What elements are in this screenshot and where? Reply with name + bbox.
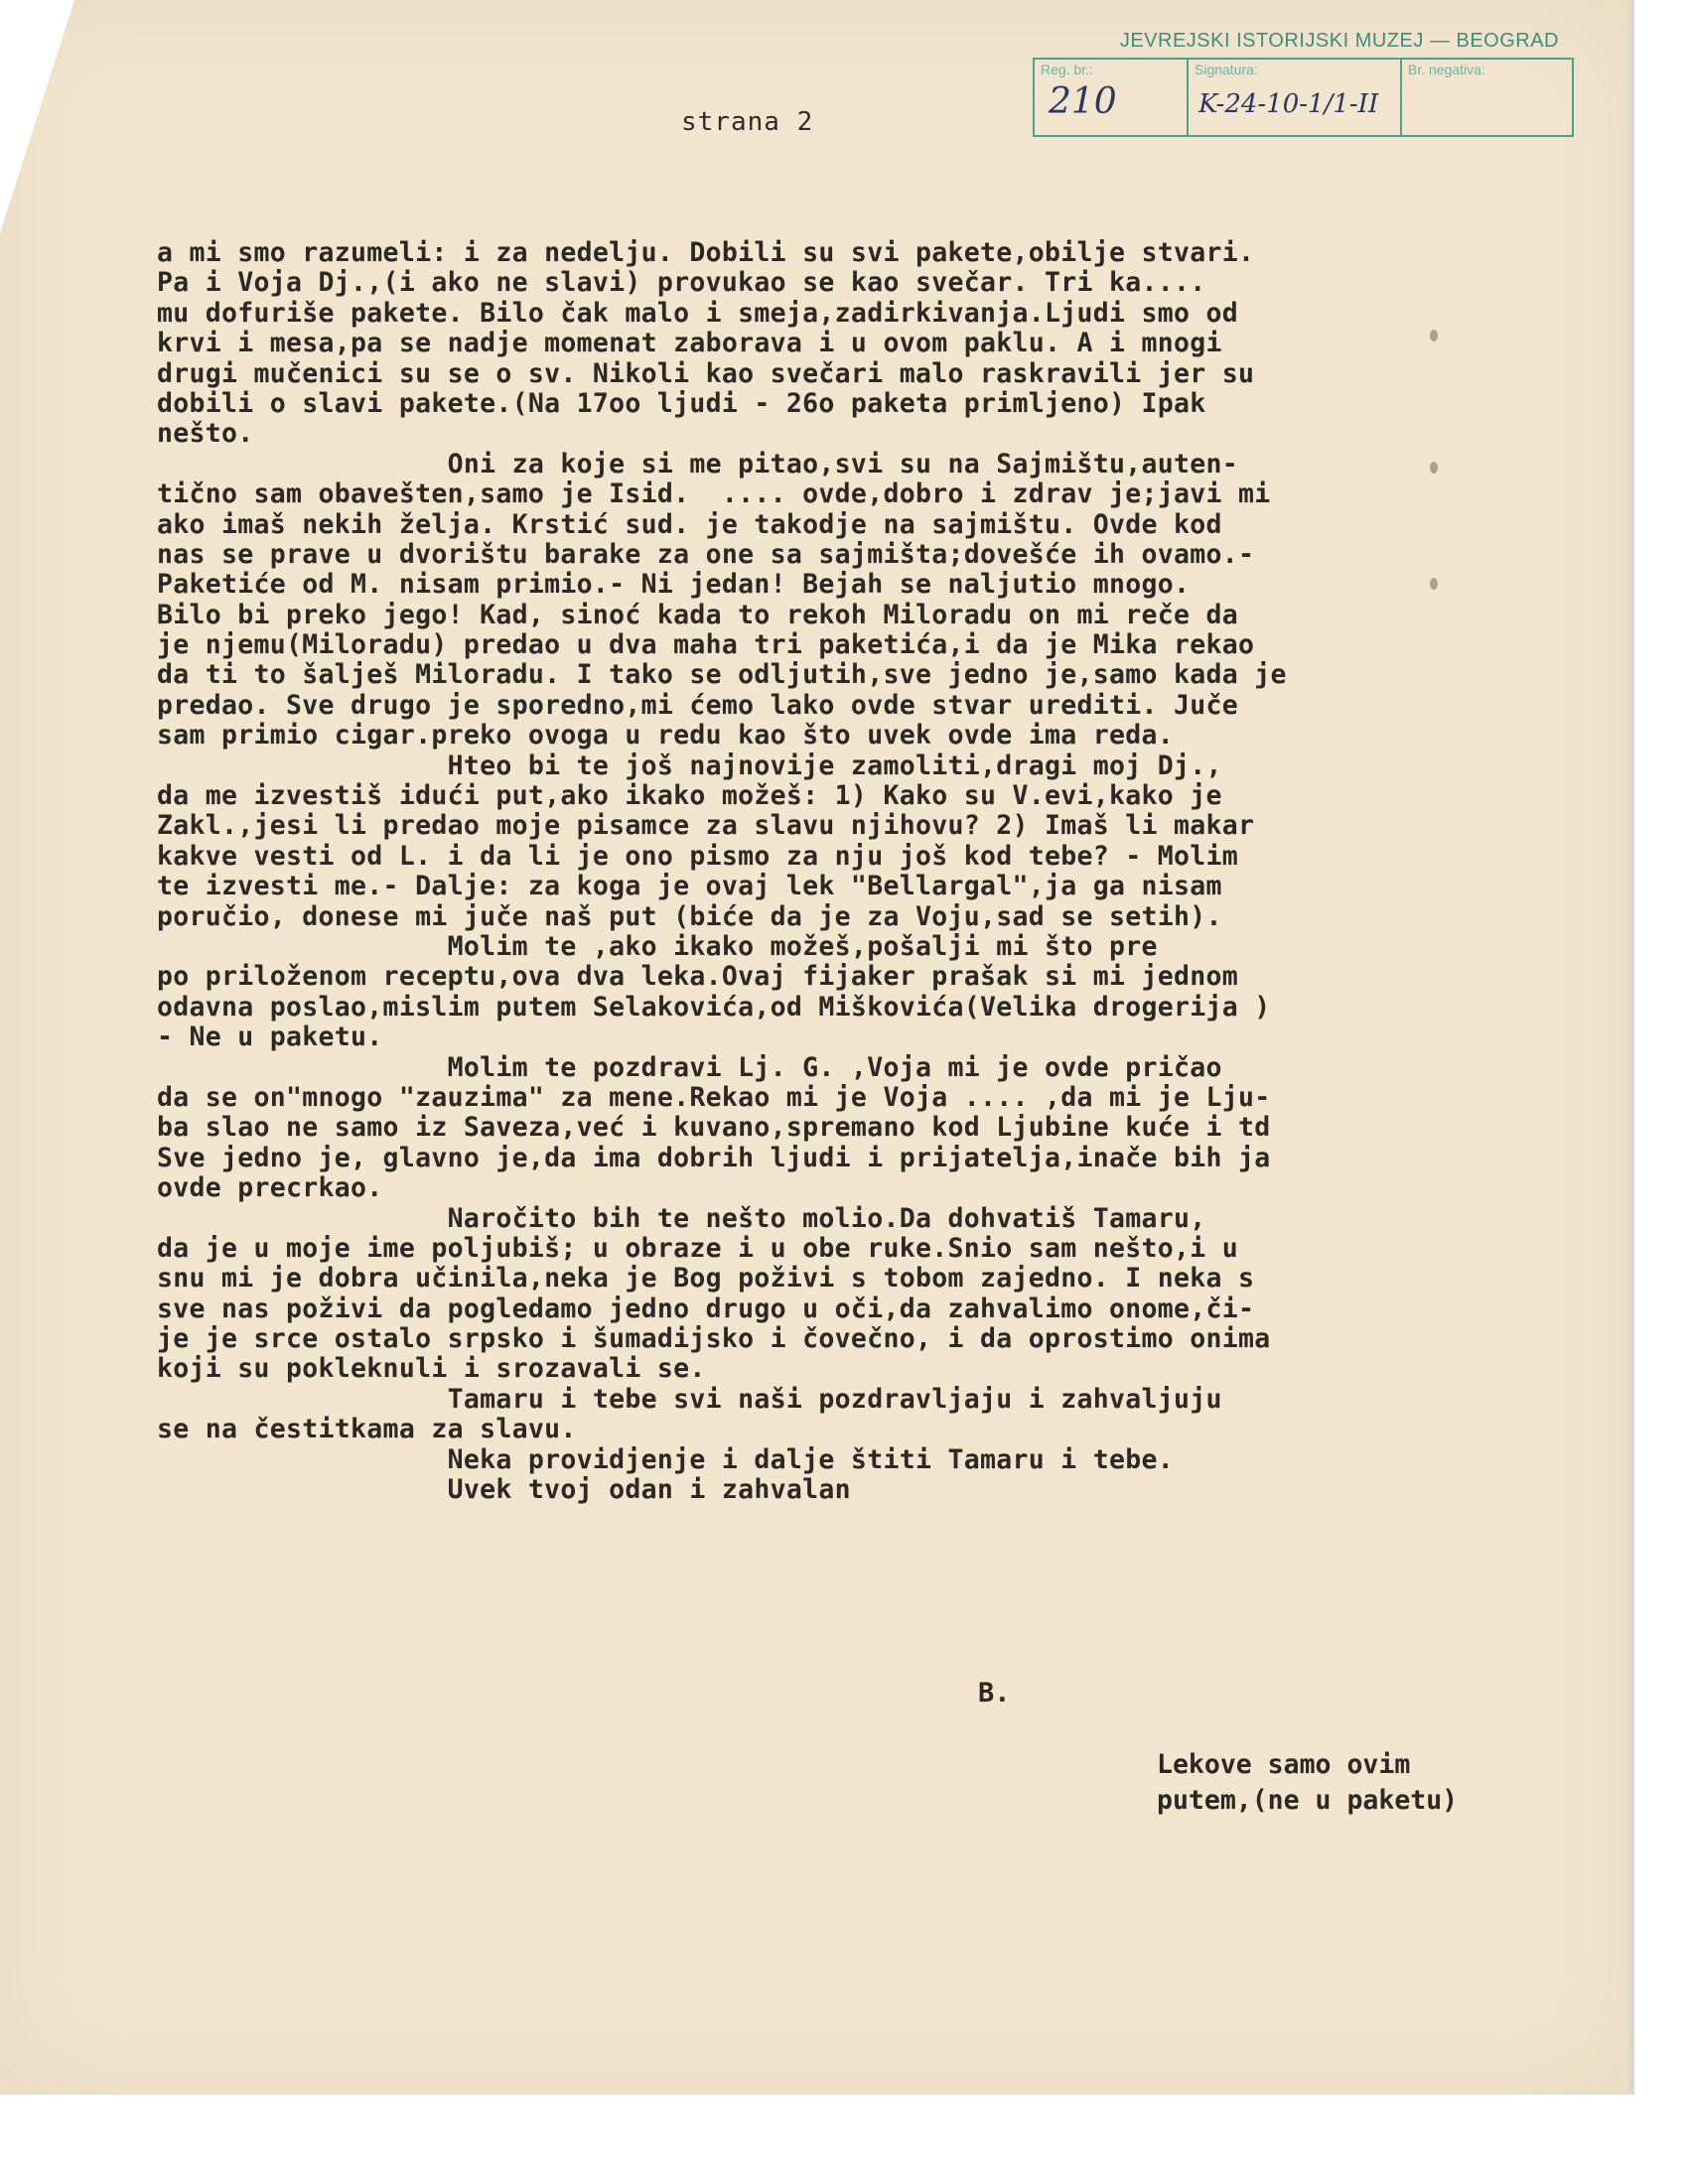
letter-line: te izvesti me.- Dalje: za koga je ovaj lek "Bellargal",ja ga nisam [157, 871, 1222, 902]
letter-line: Uvek tvoj odan i zahvalan [157, 1474, 851, 1506]
letter-line: koji su pokleknuli i srozavali se. [157, 1353, 706, 1385]
punch-hole-mark [1430, 578, 1438, 590]
letter-line: Sve jedno je, glavno je,da ima dobrih ljudi i prijatelja,inače bih ja [157, 1142, 1271, 1173]
letter-line: sam primio cigar.preko ovoga u redu kao što uvek ovde ima reda. [157, 720, 1175, 751]
letter-line: sve nas poživi da pogledamo jedno drugo u oči,da zahvalimo onome,či- [157, 1293, 1255, 1324]
letter-line: drugi mučenici su se o sv. Nikoli kao svečari malo raskravili jer su [157, 357, 1255, 389]
stamp-signature-value: K-24-10-1/1-II [1198, 89, 1379, 119]
letter-line: je je srce ostalo srpsko i šumadijsko i čovečno, i da oprostimo onima [157, 1323, 1271, 1355]
letter-line: dobili o slavi pakete.(Na 17oo ljudi - 26o paketa primljeno) Ipak [157, 387, 1206, 419]
stamp-reg-label: Reg. br.: [1041, 62, 1093, 77]
postscript-line: putem,(ne u paketu) [1157, 1785, 1459, 1816]
letter-line: Naročito bih te nešto molio.Da dohvatiš Tamaru, [157, 1202, 1206, 1234]
letter-line: da ti to šalješ Miloradu. I tako se odljutih,sve jedno je,samo kada je [157, 659, 1287, 691]
stamp-signature-label: Signatura: [1195, 62, 1258, 77]
stamp-negative-label: Br. negativa: [1408, 62, 1485, 77]
letter-line: - Ne u paketu. [157, 1022, 383, 1053]
letter-line: tično sam obavešten,samo je Isid. .... ovde,dobro i zdrav je;javi mi [157, 478, 1271, 510]
letter-line: kakve vesti od L. i da li je ono pismo za nju još kod tebe? - Molim [157, 840, 1239, 872]
page-number: strana 2 [681, 107, 814, 137]
stamp-negative-cell [1402, 60, 1572, 135]
letter-line: Molim te pozdravi Lj. G. ,Voja mi je ovde pričao [157, 1051, 1222, 1083]
letter-line: ba slao ne samo iz Saveza,već i kuvano,spremano kod Ljubine kuće i td [157, 1112, 1271, 1144]
letter-line: ovde precrkao. [157, 1172, 383, 1204]
letter-line: predao. Sve drugo je sporedno,mi ćemo lako ovde stvar urediti. Juče [157, 689, 1239, 721]
letter-line: nas se prave u dvorištu barake za one sa sajmišta;dovešće ih ovamo.- [157, 538, 1255, 570]
postscript [1157, 1747, 1458, 1819]
postscript-line: Lekove samo ovim [1157, 1749, 1411, 1780]
letter-body [157, 238, 1547, 1505]
letter-line: da me izvestiš idući put,ako ikako možeš: 1) Kako su V.evi,kako je [157, 780, 1222, 812]
letter-line: po priloženom receptu,ova dva leka.Ovaj fijaker prašak si mi jednom [157, 961, 1239, 993]
letter-line: Molim te ,ako ikako možeš,pošalji mi što pre [157, 930, 1158, 962]
stamp-signature-cell [1189, 60, 1402, 135]
letter-line: da je u moje ime poljubiš; u obraze i u obe ruke.Snio sam nešto,i u [157, 1232, 1239, 1264]
letter-line: poručio, donese mi juče naš put (biće da je za Voju,sad se setih). [157, 900, 1222, 932]
letter-signature: B. [978, 1678, 1011, 1708]
letter-line: da se on"mnogo "zauzima" za mene.Rekao mi je Voja .... ,da mi je Lju- [157, 1081, 1271, 1113]
letter-line: je njemu(Miloradu) predao u dva maha tri paketića,i da je Mika rekao [157, 629, 1255, 661]
scan-edge [1628, 0, 1634, 2095]
letter-line: Zakl.,jesi li predao moje pisamce za slavu njihovu? 2) Imaš li makar [157, 810, 1255, 842]
letter-line: se na čestitkama za slavu. [157, 1414, 577, 1445]
stamp-reg-value: 210 [1049, 81, 1117, 122]
letter-line: Pa i Voja Dj.,(i ako ne slavi) provukao se kao svečar. Tri ka.... [157, 267, 1206, 299]
letter-line: nešto. [157, 418, 254, 450]
letter-line: odavna poslao,mislim putem Selakovića,od Miškovića(Velika drogerija ) [157, 991, 1271, 1023]
letter-line: Oni za koje si me pitao,svi su na Sajmištu,auten- [157, 448, 1239, 479]
letter-line: a mi smo razumeli: i za nedelju. Dobili su svi pakete,obilje stvari. [157, 237, 1255, 268]
letter-line: Bilo bi preko jego! Kad, sinoć kada to rekoh Miloradu on mi reče da [157, 599, 1239, 630]
letter-line: Neka providjenje i dalje štiti Tamaru i tebe. [157, 1443, 1175, 1475]
letter-line: ako imaš nekih želja. Krstić sud. je takodje na sajmištu. Ovde kod [157, 508, 1222, 540]
punch-hole-mark [1430, 462, 1438, 474]
museum-stamp-box [1033, 58, 1574, 137]
stamp-reg-cell [1035, 60, 1189, 135]
letter-line: snu mi je dobra učinila,neka je Bog poživi s tobom zajedno. I neka s [157, 1263, 1255, 1295]
letter-line: Paketiće od M. nisam primio.- Ni jedan! Bejah se naljutio mnogo. [157, 569, 1191, 601]
letter-line: krvi i mesa,pa se nadje momenat zaborava i u ovom paklu. A i mnogi [157, 328, 1222, 359]
letter-line: mu dofuriše pakete. Bilo čak malo i smeja,zadirkivanja.Ljudi smo od [157, 297, 1239, 329]
museum-stamp-header: JEVREJSKI ISTORIJSKI MUZEJ — BEOGRAD [1119, 30, 1559, 52]
letter-line: Tamaru i tebe svi naši pozdravljaju i zahvaljuju [157, 1383, 1222, 1415]
punch-hole-mark [1430, 330, 1438, 341]
letter-line: Hteo bi te još najnovije zamoliti,dragi moj Dj., [157, 750, 1222, 781]
